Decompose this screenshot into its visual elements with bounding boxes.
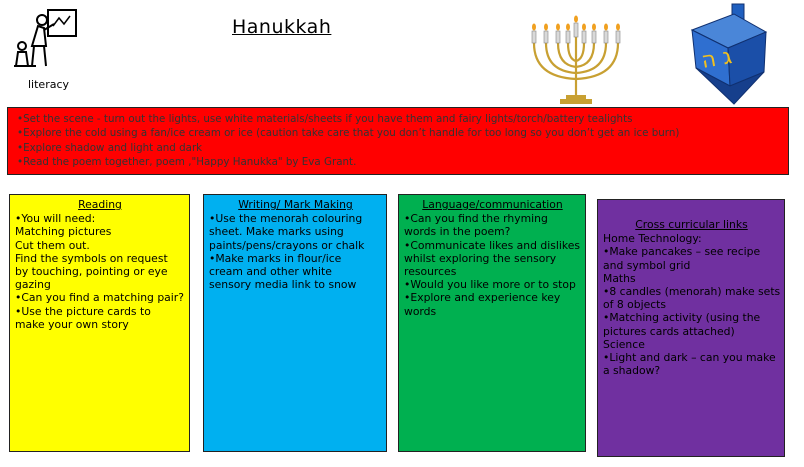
page-title: Hanukkah [232, 16, 332, 38]
scene-line: •Set the scene - turn out the lights, use white materials/sheets if you have them and fairy lights/torch/battery tealights [17, 113, 633, 125]
cross-line: a shadow? [603, 364, 661, 378]
cross-line: •8 candles (menorah) make sets [603, 285, 781, 299]
cross-line: •Light and dark – can you make [603, 351, 776, 365]
language-line: •Can you find the rhyming [404, 212, 548, 226]
reading-line: •You will need: [15, 212, 96, 226]
reading-line: make your own story [15, 317, 129, 331]
writing-card [203, 194, 387, 452]
scene-line: •Read the poem together, poem ,"Happy Hanukka" by Eva Grant. [17, 155, 357, 168]
reading-line: by touching, pointing or eye [15, 265, 168, 279]
teacher-at-board-icon [12, 6, 82, 76]
language-card [398, 194, 586, 452]
writing-heading: Writing/ Mark Making [238, 198, 353, 211]
reading-card [9, 194, 190, 452]
cross-line: Science [603, 337, 645, 351]
cross-heading: Cross curricular links [635, 218, 748, 231]
reading-heading: Reading [78, 198, 122, 211]
language-line: •Communicate likes and dislikes [404, 238, 581, 252]
reading-line: Find the symbols on request [15, 251, 168, 265]
dreidel-icon [684, 2, 774, 106]
scene-instructions [7, 107, 789, 175]
reading-line: Cut them out. [15, 238, 90, 252]
writing-line: cream and other white [209, 265, 332, 279]
menorah-icon [526, 13, 626, 109]
reading-line: gazing [15, 278, 51, 292]
language-line: resources [404, 265, 457, 279]
cross-line: •Matching activity (using the [603, 311, 761, 325]
writing-line: sheet. Make marks using [209, 225, 344, 239]
language-line: whilst exploring the sensory [404, 251, 557, 265]
reading-line: •Use the picture cards to [15, 304, 151, 318]
writing-line: •Make marks in flour/ice [209, 251, 342, 265]
cross-line: pictures cards attached) [603, 324, 735, 338]
writing-line: sensory media link to snow [209, 278, 357, 292]
cross-line: Home Technology: [603, 232, 702, 246]
scene-line: •Explore shadow and light and dark [17, 141, 203, 154]
reading-line: •Can you find a matching pair? [15, 291, 184, 305]
dreidel-letters: ג ה [699, 44, 734, 74]
literacy-label: literacy [28, 78, 70, 91]
cross-line: of 8 objects [603, 298, 667, 312]
language-heading: Language/communication [422, 198, 563, 211]
cross-line: and symbol grid [603, 258, 691, 272]
language-line: •Explore and experience key [404, 291, 561, 305]
scene-line: •Explore the cold using a fan/ice cream or ice (caution take care that you don’t handle for too long so you don’t get an ice burn) [17, 127, 680, 140]
language-line: words in the poem? [404, 225, 511, 239]
reading-line: Matching pictures [15, 225, 112, 239]
language-line: words [404, 304, 437, 318]
cross-curricular-card [597, 199, 785, 457]
cross-line: Maths [603, 271, 636, 285]
language-line: •Would you like more or to stop [404, 278, 576, 292]
cross-line: •Make pancakes – see recipe [603, 245, 761, 259]
writing-line: •Use the menorah colouring [209, 212, 363, 226]
writing-line: paints/pens/crayons or chalk [209, 238, 365, 252]
